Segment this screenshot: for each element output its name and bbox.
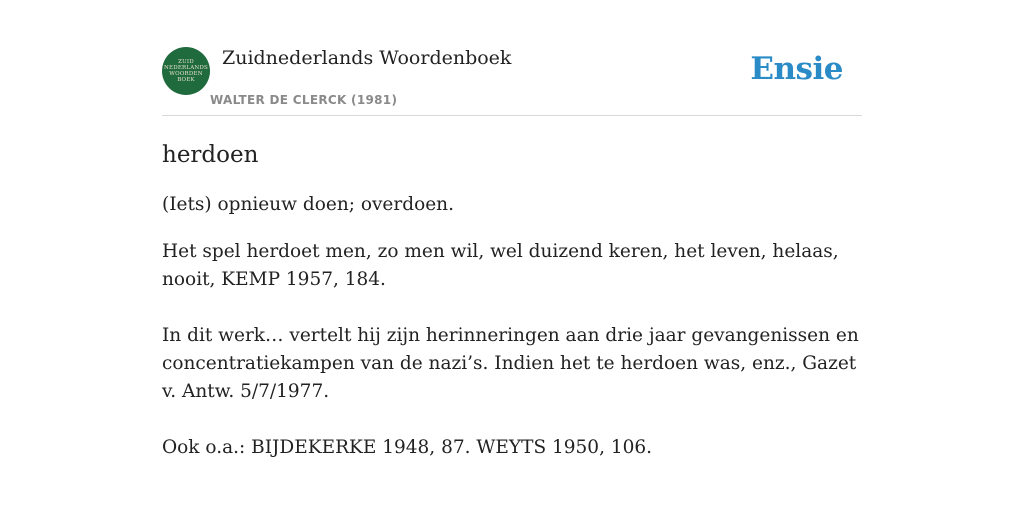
dictionary-title[interactable]: Zuidnederlands Woordenboek (222, 47, 512, 69)
logo-text-line: ZUID (178, 59, 194, 65)
entry-quote: In dit werk… vertelt hij zijn herinneringen aan drie jaar gevangenissen en concentratiekampen van de nazi’s. Indien het te herdoen was, enz., Gazet v. Antw. 5/7/1977. (162, 325, 859, 402)
logo-text-line: WOORDEN (169, 71, 203, 77)
page-container (162, 46, 862, 462)
ensie-logo-link[interactable]: Ensie (750, 51, 843, 87)
entry-quote: Ook o.a.: BIJDEKERKE 1948, 87. WEYTS 1950, 106. (162, 437, 653, 458)
entry-quote: Het spel herdoet men, zo men wil, wel duizend keren, het leven, helaas, nooit, KEMP 1957, 184. (162, 241, 839, 290)
dictionary-author: WALTER DE CLERCK (1981) (210, 93, 398, 107)
dictionary-header (162, 46, 862, 116)
dictionary-logo[interactable] (162, 47, 210, 95)
logo-text-line: NEDERLANDS (163, 65, 208, 71)
entry-headword: herdoen (162, 142, 259, 168)
entry-definition: (Iets) opnieuw doen; overdoen. (162, 194, 454, 215)
logo-text-line: BOEK (177, 77, 195, 83)
